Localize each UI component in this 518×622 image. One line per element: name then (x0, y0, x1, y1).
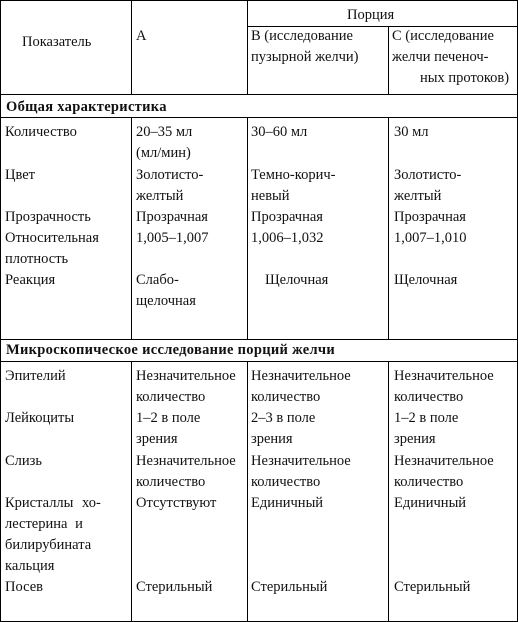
row-label: Кристаллы хо- (5, 495, 101, 511)
cell-c: желтый (394, 188, 442, 204)
cell-c: количество (394, 389, 464, 405)
cell-c: количество (394, 474, 464, 490)
rule-portion-group (247, 26, 518, 27)
cell-a: Отсутствуют (136, 495, 217, 511)
header-portion: Порция (347, 7, 395, 23)
cell-b: Стерильный (251, 579, 328, 595)
cell-b: Прозрачная (251, 209, 323, 225)
header-col-b-line: пузырной желчи) (251, 49, 359, 65)
cell-c: 1–2 в поле (394, 410, 459, 426)
row-label: Количество (5, 124, 77, 140)
rule-col-b (247, 361, 248, 622)
cell-a: Золотисто- (136, 167, 204, 183)
rule-col-b (247, 117, 248, 340)
rule-header-bottom (0, 94, 518, 95)
cell-a: щелочная (136, 293, 196, 309)
cell-b: количество (251, 389, 321, 405)
row-label: Лейкоциты (5, 410, 75, 426)
header-col-a: А (136, 28, 147, 44)
cell-a: (мл/мин) (136, 145, 191, 161)
row-label: Эпителий (5, 368, 66, 384)
row-label: кальция (5, 558, 55, 574)
rule-col-c (388, 26, 389, 95)
cell-b: 2–3 в поле (251, 410, 316, 426)
row-label: Реакция (5, 272, 56, 288)
cell-a: 1,005–1,007 (136, 230, 209, 246)
cell-a: Прозрачная (136, 209, 208, 225)
cell-b: 1,006–1,032 (251, 230, 324, 246)
section-title: Микроскопическое исследование порций желчи (6, 342, 336, 358)
section-title: Общая характеристика (6, 99, 167, 115)
row-label: Относительная (5, 230, 99, 246)
cell-c: 1,007–1,010 (394, 230, 467, 246)
row-label: Прозрачность (5, 209, 91, 225)
rule-col-a (131, 117, 132, 340)
rule-col-c (388, 361, 389, 622)
cell-b: невый (251, 188, 290, 204)
row-label: Слизь (5, 453, 43, 469)
header-col-c-line: С (исследование (392, 28, 494, 44)
rule-left (0, 0, 1, 622)
rule-col-a (131, 361, 132, 622)
cell-c: Щелочная (394, 272, 458, 288)
rule-col-c (388, 117, 389, 340)
cell-b: зрения (251, 431, 293, 447)
rule-col-b (247, 0, 248, 95)
cell-b: Незначительное (251, 368, 351, 384)
cell-a: Незначительное (136, 368, 236, 384)
cell-a: количество (136, 474, 206, 490)
cell-a: зрения (136, 431, 178, 447)
rule-section1-title (0, 117, 518, 118)
header-col-c-line: ных протоков) (420, 70, 510, 86)
row-label: лестерина и (5, 516, 83, 532)
cell-c: Прозрачная (394, 209, 466, 225)
cell-a: 20–35 мл (136, 124, 193, 140)
cell-c: зрения (394, 431, 436, 447)
cell-c: Незначительное (394, 453, 494, 469)
row-label: Цвет (5, 167, 36, 183)
rule-col-a (131, 0, 132, 95)
cell-b: Незначительное (251, 453, 351, 469)
cell-c: Единичный (394, 495, 467, 511)
header-indicator: Показатель (22, 34, 92, 50)
rule-top (0, 0, 518, 1)
header-col-c-line: желчи печеноч- (392, 49, 489, 65)
cell-a: желтый (136, 188, 184, 204)
row-label: плотность (5, 251, 69, 267)
cell-a: 1–2 в поле (136, 410, 201, 426)
cell-a: Незначительное (136, 453, 236, 469)
row-label: Посев (5, 579, 43, 595)
cell-b: Темно-корич- (251, 167, 336, 183)
row-label: билирубината (5, 537, 92, 553)
header-col-b-line: В (исследование (251, 28, 353, 44)
rule-section2-title (0, 361, 518, 362)
cell-a: Слабо- (136, 272, 179, 288)
cell-b: Щелочная (265, 272, 329, 288)
cell-c: 30 мл (394, 124, 429, 140)
cell-a: количество (136, 389, 206, 405)
rule-section1-end (0, 339, 518, 340)
cell-c: Стерильный (394, 579, 471, 595)
cell-c: Золотисто- (394, 167, 462, 183)
cell-c: Незначительное (394, 368, 494, 384)
cell-b: 30–60 мл (251, 124, 308, 140)
cell-b: количество (251, 474, 321, 490)
cell-a: Стерильный (136, 579, 213, 595)
cell-b: Единичный (251, 495, 324, 511)
